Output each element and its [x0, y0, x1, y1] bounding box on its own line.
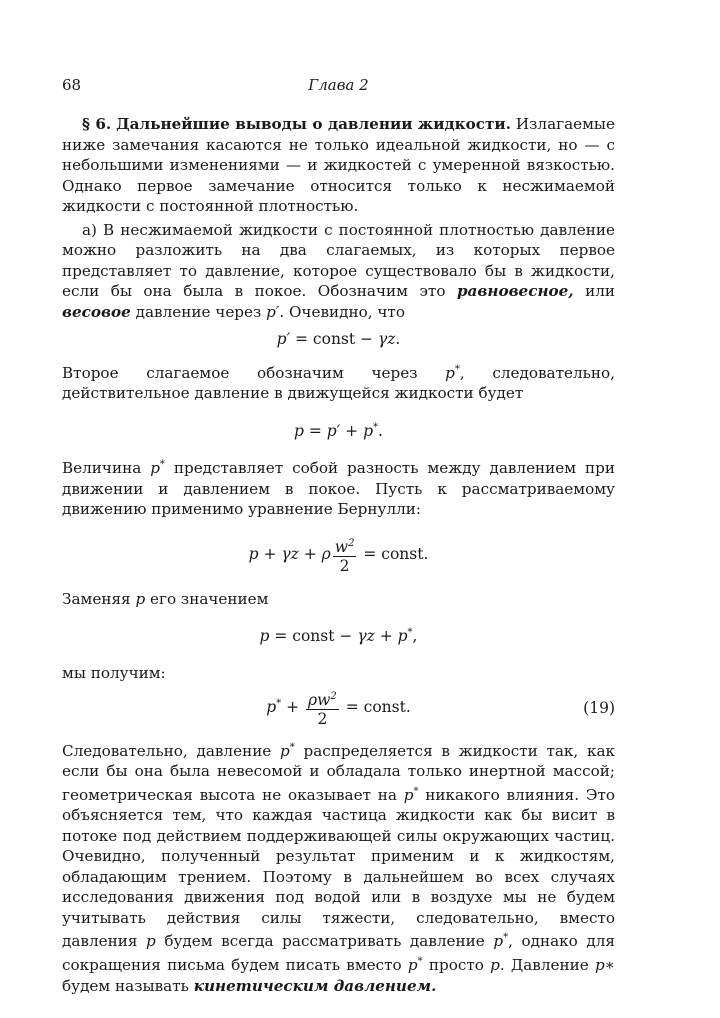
formula-p-prime: p′ = const − γz. — [276, 330, 401, 348]
math-inline: p∗ — [594, 956, 615, 974]
page-body — [62, 114, 615, 996]
text-run: будем называть — [62, 976, 194, 995]
text-run: Второе слагаемое обозначим через — [62, 363, 446, 382]
chapter-title: Глава 2 — [308, 76, 369, 94]
math-inline: p* — [493, 932, 509, 951]
math-inline: p* — [403, 785, 419, 804]
text-run: , следовательно, действительное давление в движущейся жидкости будет — [62, 363, 615, 403]
text-run: распределяется в жидкости так, как если бы она была невесомой и обладала только инертной массой; геометрическая высота не оказывает на — [62, 741, 615, 804]
math-inline: p* — [407, 955, 423, 974]
math-inline: p* — [280, 741, 295, 760]
page-number: 68 — [62, 76, 82, 94]
term-weight-pressure: весовое — [62, 302, 131, 321]
section-paragraph — [62, 114, 615, 217]
paragraph-get — [62, 663, 615, 684]
text-run: Величина — [62, 459, 151, 478]
math-inline: p* — [445, 363, 460, 382]
formula-substitution: p = const − γz + p*, — [259, 627, 418, 646]
math-inline: p* — [150, 459, 165, 478]
paragraph-magnitude — [62, 455, 615, 520]
text-run: его значением — [145, 589, 269, 608]
text-run: . Давление — [499, 956, 595, 974]
text-run: . Очевидно, что — [279, 302, 405, 321]
section-title: Дальнейшие выводы о давлении жидкости. — [116, 115, 511, 133]
text-run: представляет собой разность между давлением при движении и давлением в покое. Пусть к рассматриваемому движению применимо уравнение Бернулли: — [62, 459, 615, 519]
text-run: никакого влияния. Это объясняется тем, что каждая частица жидкости как бы висит в потоке под действием поддерживающей силы окружающих частиц. Очевидно, полученный результат применим и к жидкостям, обладающим трением. Поэтому в дальнейшем во всех случаях исследования движения под водой или в воздухе мы не будем учитывать действия силы тяжести, следовательно, вместо давления — [62, 785, 615, 951]
text-run: давление через — [130, 302, 267, 321]
math-inline: p — [146, 932, 156, 951]
math-inline: p — [135, 589, 146, 608]
term-equilibrium-pressure: равновесное, — [456, 282, 574, 300]
formula-19: p* + $\frac{\rho w^2}{2}$ = const. (19) — [62, 688, 615, 728]
paragraph-conclusion — [62, 738, 615, 996]
term-kinetic-pressure: кинетическим давлением. — [193, 976, 437, 995]
equation-number: (19) — [583, 698, 615, 717]
section-intro: Излагаемые ниже замечания касаются не только идеальной жидкости, но — с небольшими изменениями — и жидкостей с умеренной вязкостью. Однако первое замечание относится только к несжимаемой жидкости с постоянной плотностью. — [62, 115, 616, 215]
text-run: а) В несжимаемой жидкости с постоянной плотностью давление можно разложить на два слагаемых, из которых первое представляет то давление, которое существовало бы в жидкости, если бы она была в покое. Обозначим это — [62, 220, 615, 300]
text-run: Заменяя — [62, 589, 136, 608]
running-header — [62, 76, 615, 98]
section-number: § 6. — [82, 115, 112, 133]
text-run: будем всегда рассматривать давление — [155, 932, 494, 951]
math-inline: p — [490, 956, 500, 974]
text-run: , однако для сокращения письма будем писать вместо — [62, 932, 615, 974]
math-inline: p′ — [266, 302, 280, 321]
paragraph-replace — [62, 589, 615, 610]
text-run: или — [573, 282, 615, 300]
formula-pressure-sum: p = p′ + p*. — [294, 421, 383, 440]
formula-bernoulli: p + γz + ρ $\frac{w^2}{2}$ = const. — [62, 535, 615, 575]
paragraph-second-term — [62, 360, 615, 404]
text-run: Следовательно, давление — [62, 741, 281, 760]
text-run: просто — [422, 956, 491, 974]
paragraph-a — [62, 220, 615, 323]
text-run: мы получим: — [62, 664, 166, 683]
